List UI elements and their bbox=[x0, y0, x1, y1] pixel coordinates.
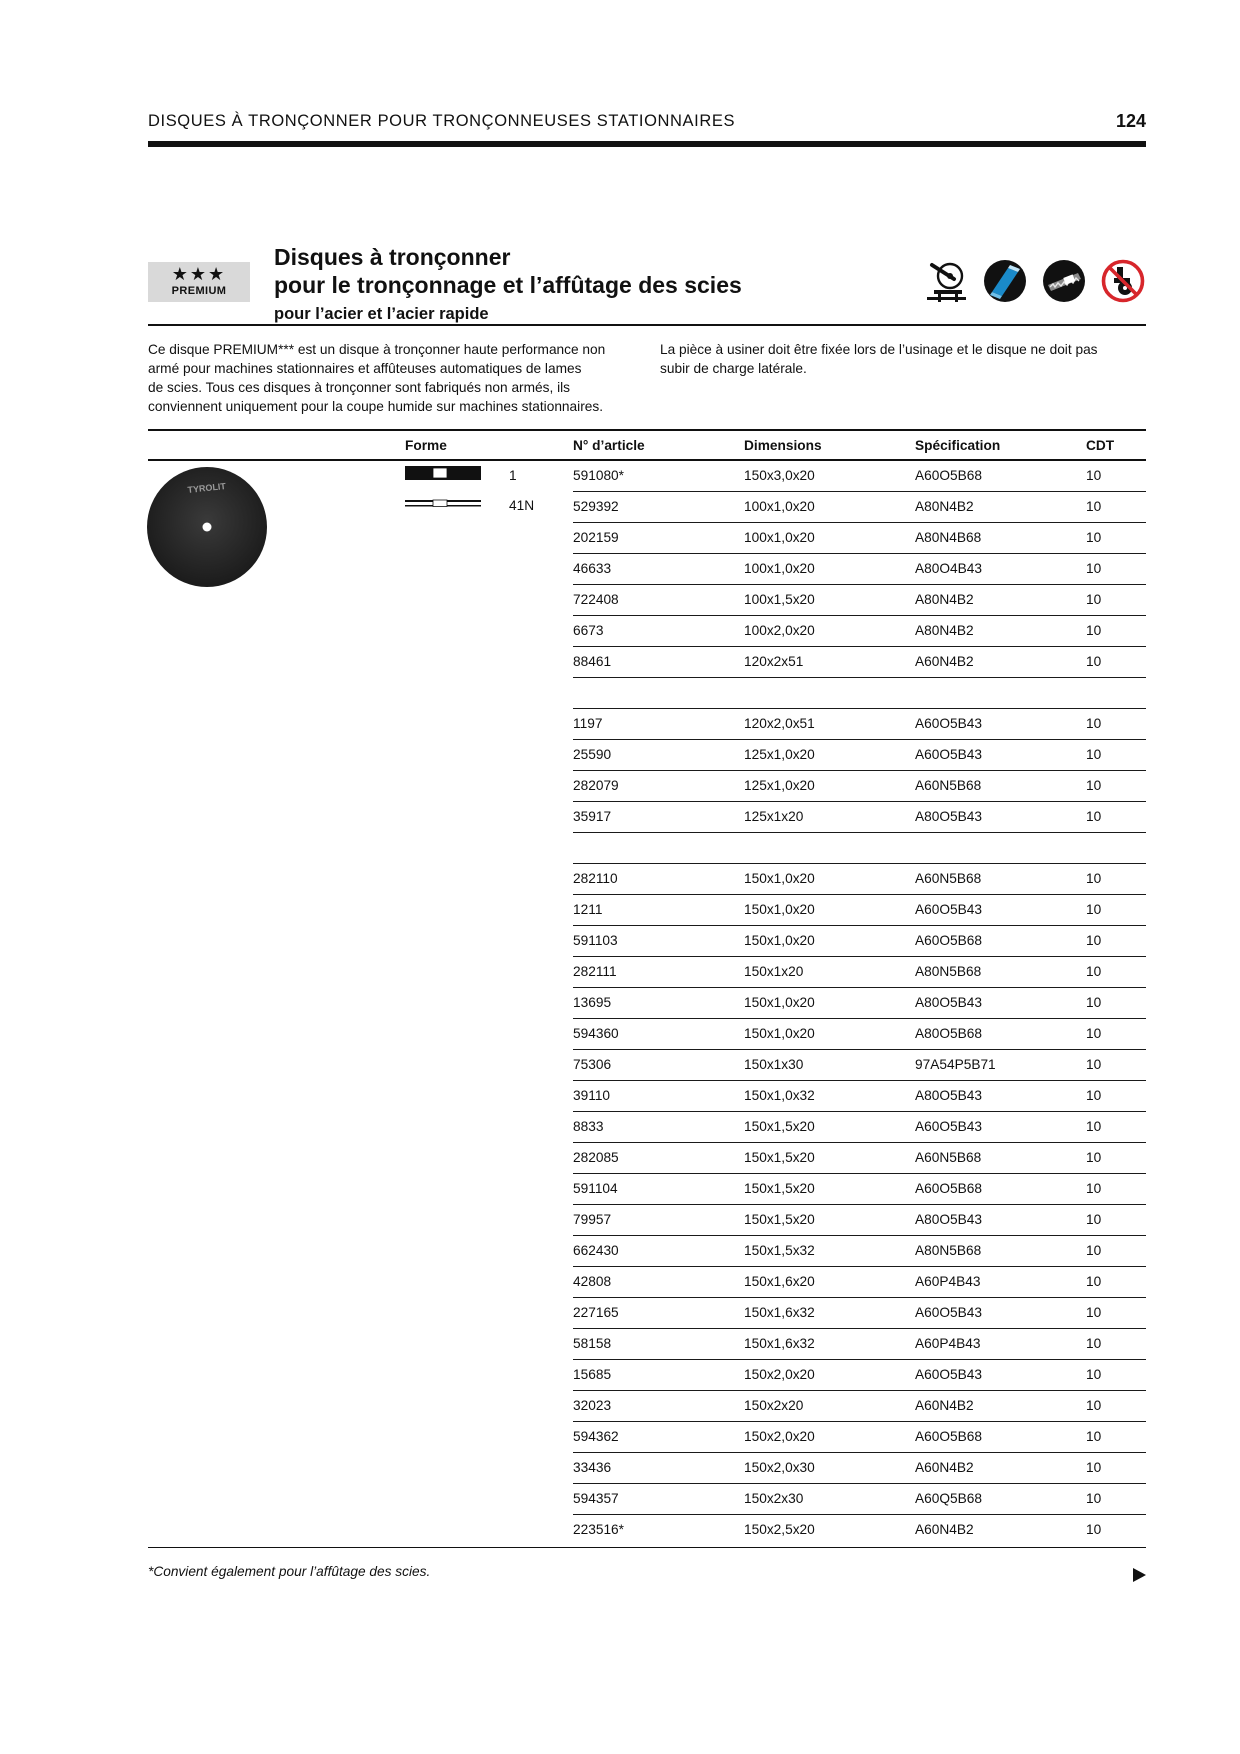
dimensions: 150x1,5x20 bbox=[744, 1212, 815, 1227]
specification: A60O5B43 bbox=[915, 747, 982, 762]
article-number: 282110 bbox=[573, 871, 618, 886]
page-number: 124 bbox=[1115, 111, 1146, 131]
cdt: 10 bbox=[1086, 871, 1102, 886]
cdt: 10 bbox=[1086, 1088, 1102, 1103]
cdt: 10 bbox=[1086, 809, 1102, 824]
specification: A80N4B2 bbox=[915, 592, 974, 607]
header-specification: Spécification bbox=[915, 438, 1001, 453]
table-row bbox=[573, 864, 1146, 895]
dimensions: 150x1,6x20 bbox=[744, 1274, 815, 1289]
dimensions: 100x2,0x20 bbox=[744, 623, 815, 638]
specification: A60N5B68 bbox=[915, 871, 982, 886]
cdt: 10 bbox=[1086, 530, 1102, 545]
table-row bbox=[573, 895, 1146, 926]
description-left bbox=[148, 340, 648, 416]
product-title-line-1: Disques à tronçonner bbox=[274, 244, 511, 270]
cdt: 10 bbox=[1086, 499, 1102, 514]
table-row bbox=[573, 1453, 1146, 1484]
article-number: 75306 bbox=[573, 1057, 612, 1072]
cdt: 10 bbox=[1086, 995, 1102, 1010]
cdt: 10 bbox=[1086, 1429, 1102, 1444]
shape-1-icon bbox=[405, 466, 481, 480]
dimensions: 150x3,0x20 bbox=[744, 468, 815, 483]
specification: A60O5B68 bbox=[915, 1181, 982, 1196]
cdt: 10 bbox=[1086, 623, 1102, 638]
cdt: 10 bbox=[1086, 778, 1102, 793]
article-number: 58158 bbox=[573, 1336, 612, 1351]
table-row bbox=[573, 616, 1146, 647]
dimensions: 125x1,0x20 bbox=[744, 747, 815, 762]
shape-41n-icon bbox=[405, 496, 481, 510]
specification: A80O5B43 bbox=[915, 809, 982, 824]
cdt: 10 bbox=[1086, 1336, 1102, 1351]
cdt: 10 bbox=[1086, 716, 1102, 731]
premium-label: PREMIUM bbox=[171, 285, 227, 297]
table-row bbox=[573, 1081, 1146, 1112]
article-number: 15685 bbox=[573, 1367, 612, 1382]
table-row bbox=[573, 554, 1146, 585]
article-number: 6673 bbox=[573, 623, 604, 638]
header-article: N° d’article bbox=[573, 438, 645, 453]
specification: A80O5B43 bbox=[915, 1212, 982, 1227]
specification: A80O5B68 bbox=[915, 1026, 982, 1041]
steel-beam-icon bbox=[983, 259, 1027, 303]
specification: A60O5B43 bbox=[915, 716, 982, 731]
table-row bbox=[573, 1484, 1146, 1515]
dimensions: 150x1,5x20 bbox=[744, 1150, 815, 1165]
table-row bbox=[573, 461, 1146, 492]
cdt: 10 bbox=[1086, 1305, 1102, 1320]
specification: A80O4B43 bbox=[915, 561, 982, 576]
article-number: 8833 bbox=[573, 1119, 604, 1134]
application-icons bbox=[924, 259, 1146, 305]
article-number: 591104 bbox=[573, 1181, 618, 1196]
article-number: 33436 bbox=[573, 1460, 612, 1475]
table-row bbox=[573, 1050, 1146, 1081]
table-row-empty bbox=[573, 833, 1146, 864]
dimensions: 100x1,0x20 bbox=[744, 499, 815, 514]
dimensions: 150x1,5x20 bbox=[744, 1181, 815, 1196]
title-rule bbox=[148, 324, 1146, 326]
article-number: 35917 bbox=[573, 809, 612, 824]
dimensions: 150x1,0x32 bbox=[744, 1088, 815, 1103]
specification: A60O5B68 bbox=[915, 1429, 982, 1444]
table-row bbox=[573, 1391, 1146, 1422]
cdt: 10 bbox=[1086, 902, 1102, 917]
premium-badge bbox=[148, 262, 250, 302]
cdt: 10 bbox=[1086, 1026, 1102, 1041]
table-row bbox=[573, 709, 1146, 740]
dimensions: 150x1,0x20 bbox=[744, 933, 815, 948]
article-number: 722408 bbox=[573, 592, 619, 607]
article-number: 13695 bbox=[573, 995, 612, 1010]
cdt: 10 bbox=[1086, 654, 1102, 669]
table-row bbox=[573, 585, 1146, 616]
disc-brand-text: TYROLIT bbox=[187, 481, 227, 496]
dimensions: 125x1x20 bbox=[744, 809, 804, 824]
cdt: 10 bbox=[1086, 1212, 1102, 1227]
dimensions: 150x1x20 bbox=[744, 964, 804, 979]
article-number: 591103 bbox=[573, 933, 618, 948]
dimensions: 120x2x51 bbox=[744, 654, 804, 669]
description-line: subir de charge latérale. bbox=[660, 361, 807, 376]
table-row bbox=[573, 1267, 1146, 1298]
article-number: 594357 bbox=[573, 1491, 619, 1506]
specification: A60O5B43 bbox=[915, 1119, 982, 1134]
dimensions: 150x1,0x20 bbox=[744, 995, 815, 1010]
cdt: 10 bbox=[1086, 933, 1102, 948]
table-row bbox=[573, 1174, 1146, 1205]
table-row bbox=[573, 1329, 1146, 1360]
dimensions: 150x1,0x20 bbox=[744, 871, 815, 886]
table-row-empty bbox=[573, 678, 1146, 709]
specification: A60N5B68 bbox=[915, 778, 982, 793]
cdt: 10 bbox=[1086, 1522, 1102, 1537]
specification: A60P4B43 bbox=[915, 1336, 981, 1351]
dimensions: 100x1,0x20 bbox=[744, 561, 815, 576]
product-title-line-2: pour le tronçonnage et l’affûtage des scies bbox=[274, 272, 742, 298]
product-subtitle: pour l’acier et l’acier rapide bbox=[274, 305, 489, 323]
specification: A80O5B43 bbox=[915, 995, 982, 1010]
cdt: 10 bbox=[1086, 1491, 1102, 1506]
specification: A60O5B43 bbox=[915, 1305, 982, 1320]
dimensions: 150x2,5x20 bbox=[744, 1522, 815, 1537]
table-row bbox=[573, 523, 1146, 554]
table-row bbox=[573, 957, 1146, 988]
dimensions: 150x2,0x20 bbox=[744, 1429, 815, 1444]
cutting-disc-image bbox=[146, 466, 268, 588]
specification: A60O5B68 bbox=[915, 468, 982, 483]
cdt: 10 bbox=[1086, 747, 1102, 762]
article-number: 282111 bbox=[573, 964, 617, 979]
article-number: 594360 bbox=[573, 1026, 619, 1041]
article-number: 79957 bbox=[573, 1212, 612, 1227]
footnote: *Convient également pour l’affûtage des scies. bbox=[148, 1564, 431, 1579]
dimensions: 150x2,0x20 bbox=[744, 1367, 815, 1382]
article-number: 202159 bbox=[573, 530, 619, 545]
next-page-arrow-icon[interactable] bbox=[1132, 1568, 1146, 1582]
header-forme: Forme bbox=[405, 438, 447, 453]
stationary-cut-off-machine-icon bbox=[924, 259, 968, 303]
table-row bbox=[573, 1112, 1146, 1143]
specification: A80N5B68 bbox=[915, 964, 982, 979]
description-line: de scies. Tous ces disques à tronçonner sont fabriqués non armés, ils bbox=[148, 380, 571, 395]
dimensions: 150x1,0x20 bbox=[744, 902, 815, 917]
table-row bbox=[573, 1360, 1146, 1391]
specification: A80N4B2 bbox=[915, 499, 974, 514]
dimensions: 150x2,0x30 bbox=[744, 1460, 815, 1475]
article-number: 88461 bbox=[573, 654, 612, 669]
specification: 97A54P5B71 bbox=[915, 1057, 996, 1072]
dimensions: 150x2x30 bbox=[744, 1491, 804, 1506]
specification: A60N5B68 bbox=[915, 1150, 982, 1165]
cdt: 10 bbox=[1086, 1460, 1102, 1475]
table-row bbox=[573, 771, 1146, 802]
table-row bbox=[573, 988, 1146, 1019]
description-line: La pièce à usiner doit être fixée lors de l’usinage et le disque ne doit pas bbox=[660, 342, 1098, 357]
specification: A80N5B68 bbox=[915, 1243, 982, 1258]
article-number: 223516* bbox=[573, 1522, 625, 1537]
cdt: 10 bbox=[1086, 1150, 1102, 1165]
article-number: 529392 bbox=[573, 499, 619, 514]
article-number: 591080* bbox=[573, 468, 625, 483]
cdt: 10 bbox=[1086, 1057, 1102, 1072]
description-line: armé pour machines stationnaires et affûteuses automatiques de lames bbox=[148, 361, 582, 376]
cdt: 10 bbox=[1086, 468, 1102, 483]
dimensions: 150x1,0x20 bbox=[744, 1026, 815, 1041]
table-row bbox=[573, 1205, 1146, 1236]
description-line: Ce disque PREMIUM*** est un disque à tronçonner haute performance non bbox=[148, 342, 606, 357]
description-right bbox=[660, 340, 1146, 378]
cdt: 10 bbox=[1086, 1119, 1102, 1134]
dimensions: 150x2x20 bbox=[744, 1398, 804, 1413]
cdt: 10 bbox=[1086, 1398, 1102, 1413]
table-row bbox=[573, 1236, 1146, 1267]
shape-1-label: 1 bbox=[509, 468, 517, 483]
running-header bbox=[148, 112, 1146, 136]
cdt: 10 bbox=[1086, 561, 1102, 576]
specification: A60N4B2 bbox=[915, 1398, 974, 1413]
specification: A80O5B43 bbox=[915, 1088, 982, 1103]
dimensions: 100x1,0x20 bbox=[744, 530, 815, 545]
dimensions: 150x1,5x32 bbox=[744, 1243, 815, 1258]
dimensions: 120x2,0x51 bbox=[744, 716, 815, 731]
table-row bbox=[573, 1422, 1146, 1453]
article-number: 282085 bbox=[573, 1150, 619, 1165]
specification: A60N4B2 bbox=[915, 1460, 974, 1475]
specification: A80N4B2 bbox=[915, 623, 974, 638]
article-number: 39110 bbox=[573, 1088, 611, 1103]
header-cdt: CDT bbox=[1086, 438, 1115, 453]
table-row bbox=[573, 740, 1146, 771]
dimensions: 100x1,5x20 bbox=[744, 592, 815, 607]
specification: A60O5B43 bbox=[915, 902, 982, 917]
cdt: 10 bbox=[1086, 1367, 1102, 1382]
header-dimensions: Dimensions bbox=[744, 438, 822, 453]
cdt: 10 bbox=[1086, 592, 1102, 607]
dimensions: 150x1,6x32 bbox=[744, 1305, 815, 1320]
dimensions: 125x1,0x20 bbox=[744, 778, 815, 793]
dimensions: 150x1,6x32 bbox=[744, 1336, 815, 1351]
dimensions: 150x1x30 bbox=[744, 1057, 804, 1072]
cdt: 10 bbox=[1086, 1181, 1102, 1196]
shape-41n-label: 41N bbox=[509, 498, 535, 513]
table-row bbox=[573, 1298, 1146, 1329]
table-row bbox=[573, 492, 1146, 523]
premium-stars: ★★★ bbox=[171, 264, 227, 284]
article-number: 46633 bbox=[573, 561, 612, 576]
cdt: 10 bbox=[1086, 964, 1102, 979]
table-row bbox=[573, 647, 1146, 678]
dimensions: 150x1,5x20 bbox=[744, 1119, 815, 1134]
article-number: 42808 bbox=[573, 1274, 612, 1289]
specification: A60N4B2 bbox=[915, 654, 974, 669]
cdt: 10 bbox=[1086, 1274, 1102, 1289]
running-title: DISQUES À TRONÇONNER POUR TRONÇONNEUSES STATIONNAIRES bbox=[148, 112, 736, 130]
table-row bbox=[573, 1143, 1146, 1174]
specification: A60Q5B68 bbox=[915, 1491, 982, 1506]
article-number: 1211 bbox=[573, 902, 603, 917]
article-number: 227165 bbox=[573, 1305, 619, 1320]
table-row bbox=[573, 802, 1146, 833]
table-row bbox=[573, 1515, 1146, 1546]
specification: A60N4B2 bbox=[915, 1522, 974, 1537]
header-rule bbox=[148, 141, 1146, 147]
article-number: 1197 bbox=[573, 716, 603, 731]
description-line: conviennent uniquement pour la coupe humide sur machines stationnaires. bbox=[148, 399, 604, 414]
product-heading bbox=[274, 243, 914, 326]
cdt: 10 bbox=[1086, 1243, 1102, 1258]
article-number: 32023 bbox=[573, 1398, 612, 1413]
article-number: 662430 bbox=[573, 1243, 619, 1258]
table-row bbox=[573, 926, 1146, 957]
sawblade-icon bbox=[1042, 259, 1086, 303]
specification: A60O5B68 bbox=[915, 933, 982, 948]
specification: A80N4B68 bbox=[915, 530, 982, 545]
table-row bbox=[573, 1019, 1146, 1050]
specification: A60O5B43 bbox=[915, 1367, 982, 1382]
specification: A60P4B43 bbox=[915, 1274, 981, 1289]
table-bottom-rule bbox=[148, 1547, 1146, 1548]
article-number: 594362 bbox=[573, 1429, 619, 1444]
table-top-rule bbox=[148, 429, 1146, 431]
no-handheld-machine-icon bbox=[1101, 259, 1145, 303]
article-number: 25590 bbox=[573, 747, 612, 762]
article-number: 282079 bbox=[573, 778, 619, 793]
